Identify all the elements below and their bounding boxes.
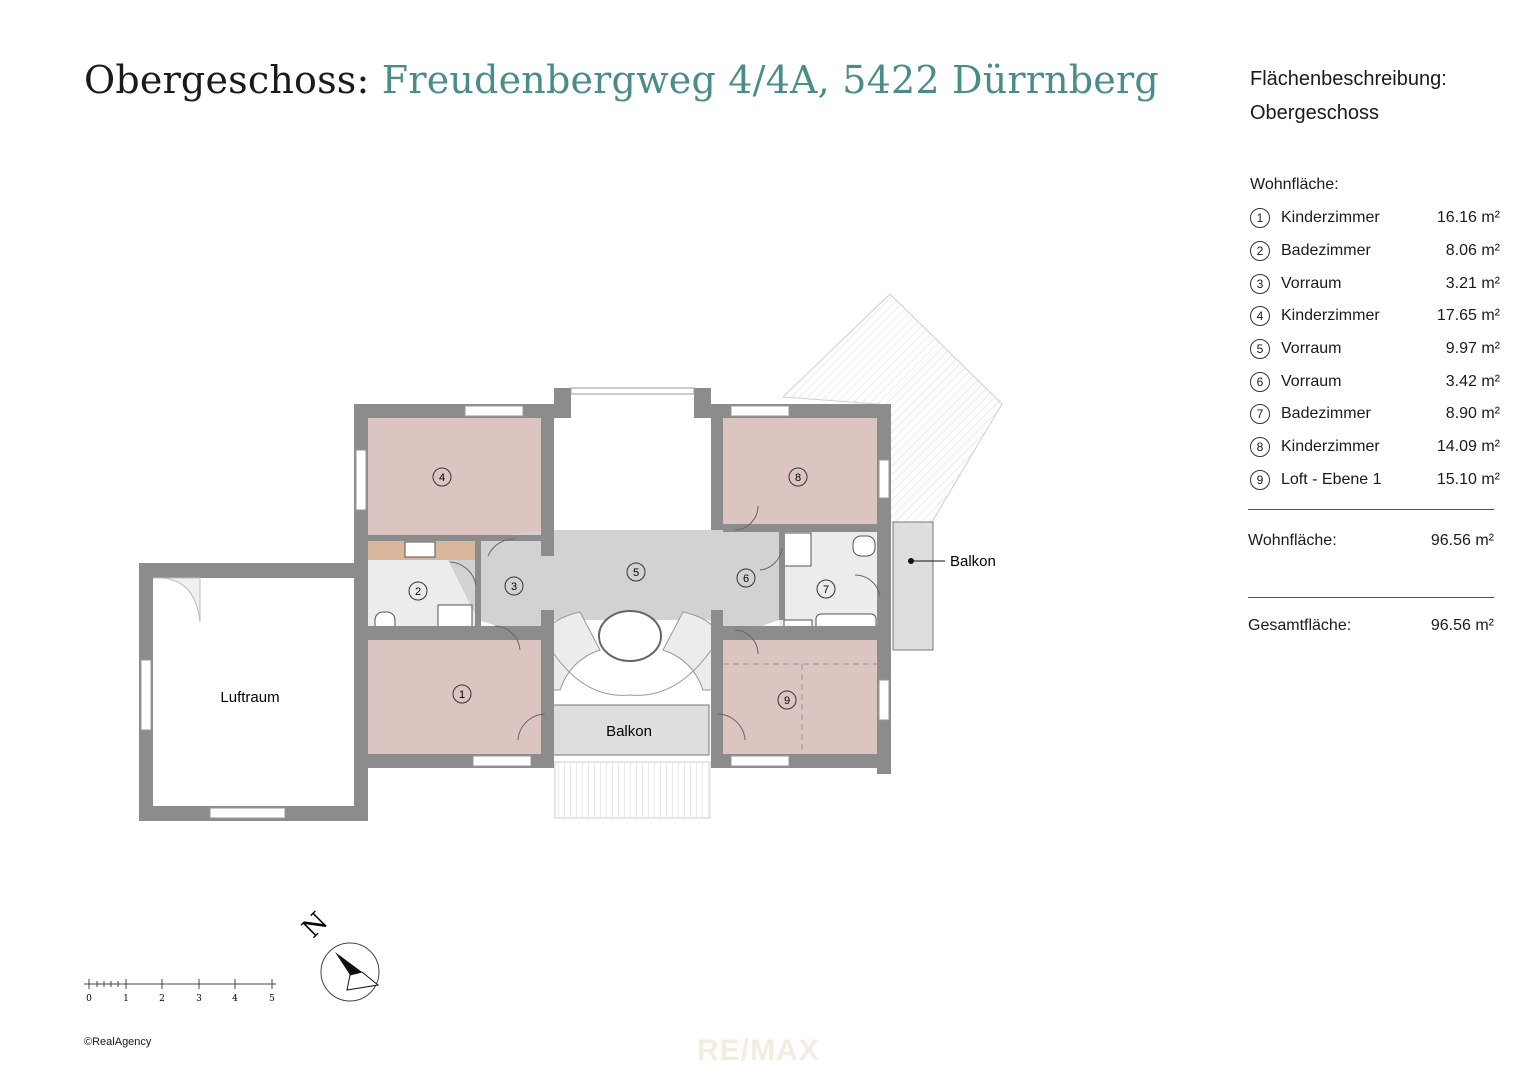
room-number-badge: 5 (1250, 339, 1270, 359)
room-marker-5-label: 5 (632, 567, 640, 579)
front-steps (555, 762, 710, 818)
room-number-badge: 2 (1250, 241, 1270, 261)
room-name: Loft - Ebene 1 (1281, 470, 1382, 488)
total-living-label: Wohnfläche: (1248, 532, 1337, 550)
scale-tick-label: 3 (196, 994, 202, 1004)
room-name: Kinderzimmer (1281, 438, 1380, 456)
room-area: 15.10 m² (1436, 470, 1500, 488)
room-number-badge: 3 (1250, 274, 1270, 294)
room-8-floor (723, 418, 880, 530)
room-area: 9.97 m² (1445, 340, 1500, 358)
copyright-credit: ©RealAgency (84, 1036, 152, 1048)
room-area: 3.21 m² (1445, 274, 1500, 292)
room-marker-8-label: 8 (794, 472, 802, 484)
panel-heading-line1: Flächenbeschreibung: (1250, 68, 1447, 90)
stair-fragment (153, 578, 200, 622)
compass (297, 907, 379, 1001)
stair-well (599, 611, 661, 661)
front-balcony-label: Balkon (606, 723, 652, 740)
room-marker-6-label: 6 (742, 573, 750, 585)
scale-tick-label: 0 (86, 994, 92, 1004)
room-name: Kinderzimmer (1281, 209, 1380, 227)
room-marker-2-label: 2 (414, 586, 422, 598)
compass-needle-tail (347, 972, 378, 990)
room-name: Vorraum (1281, 340, 1342, 358)
side-balcony (893, 522, 933, 650)
room-number-badge: 4 (1250, 306, 1270, 326)
scale-labels (86, 994, 275, 1004)
scale-tick-label: 2 (159, 994, 165, 1004)
title-address: Freudenbergweg 4/4A, 5422 Dürrnberg (381, 58, 1159, 102)
compass-needle (335, 952, 362, 975)
sink (405, 542, 435, 557)
room-4-floor (368, 418, 541, 539)
total-area-value: 96.56 m² (1430, 617, 1494, 635)
room-number-badge: 8 (1250, 437, 1270, 457)
scale-tick-label: 4 (232, 994, 238, 1004)
room-area: 16.16 m² (1436, 209, 1500, 227)
room-marker-1-label: 1 (458, 689, 466, 701)
shower-tray (781, 533, 811, 566)
watermark-logo: RE/MAX (697, 1034, 820, 1067)
room-number-badge: 1 (1250, 208, 1270, 228)
room-name: Kinderzimmer (1281, 307, 1380, 325)
room-marker-3-label: 3 (510, 581, 518, 593)
luftraum-label: Luftraum (220, 689, 280, 706)
toilet (853, 536, 875, 556)
window (571, 388, 694, 394)
room-name: Vorraum (1281, 372, 1342, 390)
scale-tick-label: 1 (123, 994, 129, 1004)
room-name: Badezimmer (1281, 242, 1371, 260)
scale-bar (84, 979, 276, 1004)
room-area: 3.42 m² (1445, 372, 1500, 390)
panel-heading-line2: Obergeschoss (1250, 102, 1379, 124)
room-area: 17.65 m² (1436, 307, 1500, 325)
room-marker-4-label: 4 (438, 472, 446, 484)
room-area: 8.90 m² (1445, 405, 1500, 423)
title-prefix: Obergeschoss: (84, 58, 370, 102)
scale-tick-label: 5 (269, 994, 275, 1004)
room-1-floor (368, 640, 541, 754)
room-number-badge: 9 (1250, 470, 1270, 490)
side-balcony-label: Balkon (950, 553, 996, 570)
room-name: Vorraum (1281, 274, 1342, 292)
room-area: 14.09 m² (1436, 438, 1500, 456)
room-number-badge: 6 (1250, 372, 1270, 392)
spiral-stair (663, 612, 718, 690)
total-living-value: 96.56 m² (1430, 532, 1494, 550)
room-marker-9-label: 9 (783, 695, 791, 707)
room-marker-7-label: 7 (822, 584, 830, 596)
room-number-badge: 7 (1250, 404, 1270, 424)
north-letter: N (296, 906, 335, 945)
room-name: Badezimmer (1281, 405, 1371, 423)
living-area-subheading: Wohnfläche: (1250, 176, 1339, 193)
total-area-label: Gesamtfläche: (1248, 617, 1352, 635)
room-area: 8.06 m² (1445, 242, 1500, 260)
